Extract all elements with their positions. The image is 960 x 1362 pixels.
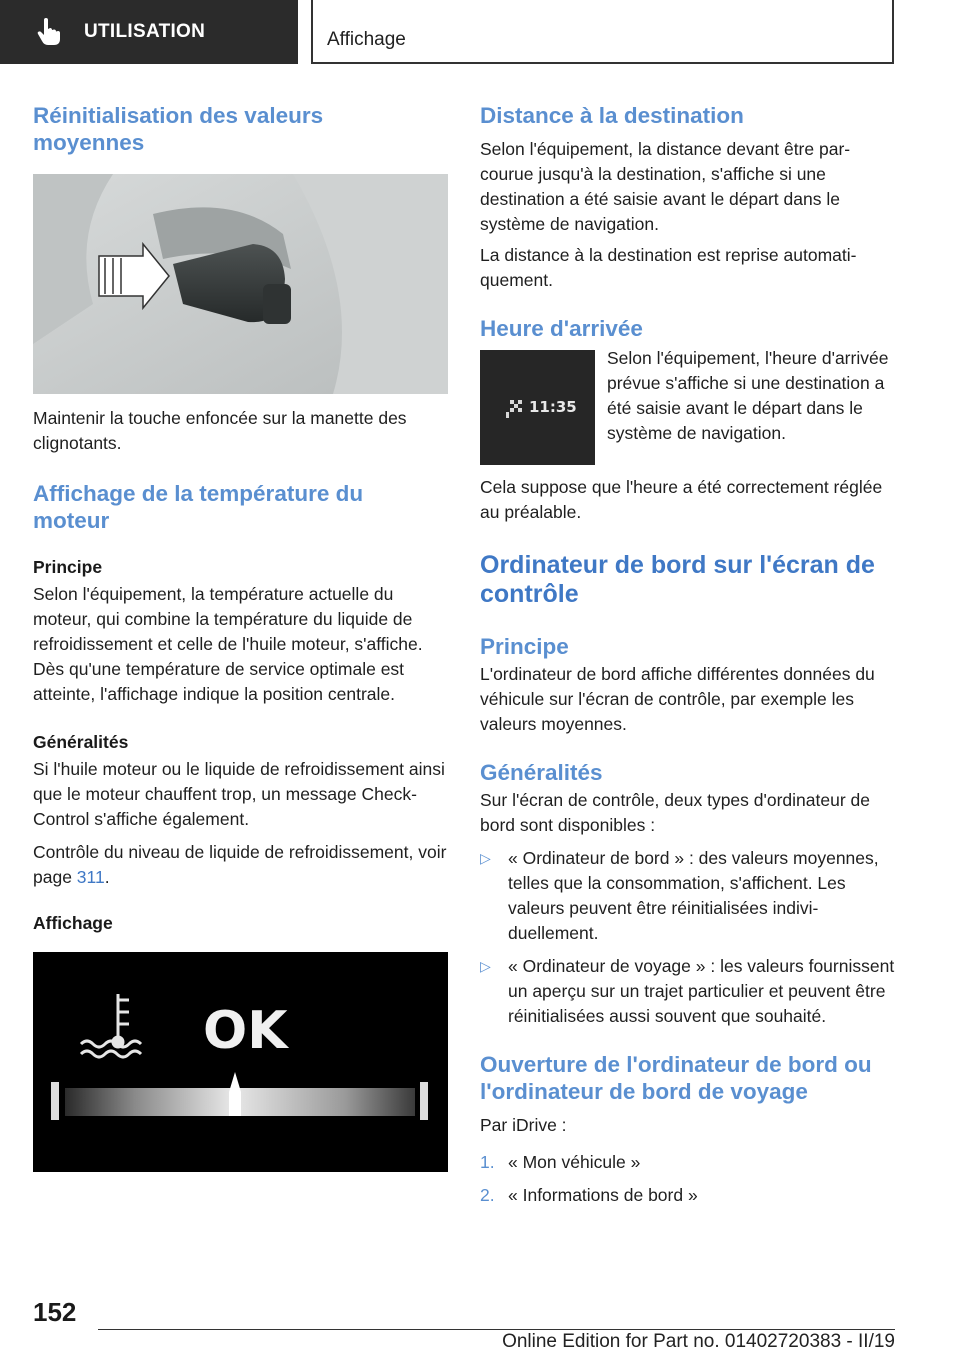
page-number: 152 xyxy=(33,1297,77,1327)
coolant-temp-icon xyxy=(81,994,141,1057)
controle-period: . xyxy=(104,867,110,887)
heading-arrival-time: Heure d'arrivée xyxy=(480,316,643,341)
steps-list xyxy=(480,1150,895,1208)
step-text: « Mon véhicule » xyxy=(508,1152,641,1172)
heading-reset-averages: Réinitialisation des valeurs moyennes xyxy=(33,103,324,155)
triangle-bullet-icon: ▷ xyxy=(480,850,491,866)
heading-principe: Principe xyxy=(33,557,103,577)
subsection-title: Affichage xyxy=(327,29,406,50)
list-item xyxy=(480,846,895,946)
section-title: UTILISATION xyxy=(84,21,206,42)
engine-temp-display-image xyxy=(33,952,448,1172)
right-column xyxy=(480,102,895,1208)
step-item xyxy=(480,1183,895,1208)
list-item-text: « Ordinateur de bord » : des valeurs moyennes, telles que la consommation, s'affichent. Les valeurs peuvent être réinitialisées individuellement. xyxy=(508,848,879,943)
heading-generalites-right: Généralités xyxy=(480,760,603,785)
section-tab xyxy=(0,0,298,64)
paragraph-generalites: Si l'huile moteur ou le liquide de refroidissement ainsi que le moteur chauffent trop, un message Check-Control s'affiche également. xyxy=(33,759,445,829)
paragraph-controle xyxy=(33,840,448,890)
status-ok-text: OK xyxy=(203,1001,288,1061)
arrival-time-block xyxy=(480,346,895,465)
turn-signal-stalk-illustration xyxy=(33,174,448,394)
heading-onboard-computer: Ordinateur de bord sur l'écran de contrôle xyxy=(480,551,875,608)
step-text: « Informations de bord » xyxy=(508,1185,698,1205)
computer-types-list xyxy=(480,846,895,1029)
paragraph-distance-2: La distance à la destination est reprise automatiquement. xyxy=(480,245,857,290)
step-number: 2. xyxy=(480,1185,495,1205)
heading-distance: Distance à la destination xyxy=(480,103,744,128)
paragraph-arrival-time: Selon l'équipement, l'heure d'arrivée prévue s'affiche si une destination a été saisie avant le départ dans le système de navigation. xyxy=(607,348,889,443)
edition-footer: Online Edition for Part no. 01402720383 - II/19 xyxy=(502,1331,895,1352)
heading-affichage: Affichage xyxy=(33,913,113,933)
arrival-time-display xyxy=(480,350,595,465)
paragraph-generalites-right: Sur l'écran de contrôle, deux types d'ordinateur de bord sont disponibles : xyxy=(480,790,870,835)
page-header xyxy=(0,0,960,66)
step-item xyxy=(480,1150,895,1175)
heading-open-computer: Ouverture de l'ordinateur de bord ou l'ordinateur de bord de voyage xyxy=(480,1052,872,1104)
footer-divider xyxy=(98,1329,895,1330)
paragraph-arrival-time-2: Cela suppose que l'heure a été correctement réglée au préalable. xyxy=(480,477,883,522)
list-item-text: « Ordinateur de voyage » : les valeurs fournissent un aperçu sur un trajet particulier et peuvent être réinitialisées aussi souvent que souhaité. xyxy=(508,956,895,1026)
heading-generalites: Généralités xyxy=(33,732,129,752)
paragraph-idrive: Par iDrive : xyxy=(480,1115,567,1135)
left-column xyxy=(33,102,448,1172)
heading-engine-temp: Affichage de la température du moteur xyxy=(33,481,364,533)
arrival-time-value: 11:35 xyxy=(529,398,577,416)
step-number: 1. xyxy=(480,1152,495,1172)
list-item xyxy=(480,954,895,1029)
destination-flag-icon xyxy=(506,400,522,418)
caption-hold-button: Maintenir la touche enfoncée sur la manette des clignotants. xyxy=(33,408,407,453)
paragraph-principe: Selon l'équipement, la température actuelle du moteur, qui combine la température du liquide de refroidissement et celle de l'huile moteur, s'affiche. Dès qu'une température de service optimale est atteinte, l'affichage indique la position centrale. xyxy=(33,584,423,704)
hand-pointer-icon xyxy=(36,18,62,46)
paragraph-distance-1: Selon l'équipement, la distance devant être parcourue jusqu'à la destination, s'affiche si une destination a été saisie avant le départ dans le système de navigation. xyxy=(480,139,851,234)
heading-principe-right: Principe xyxy=(480,634,569,659)
controle-text: Contrôle du niveau de liquide de refroidissement, voir page xyxy=(33,842,447,887)
page-link-311[interactable]: 311 xyxy=(76,867,105,887)
triangle-bullet-icon: ▷ xyxy=(480,958,491,974)
paragraph-principe-right: L'ordinateur de bord affiche différentes données du véhicule sur l'écran de contrôle, par exemple les valeurs moyennes. xyxy=(480,664,875,734)
temp-needle-marker xyxy=(229,1072,241,1116)
subsection-tab xyxy=(311,0,894,64)
